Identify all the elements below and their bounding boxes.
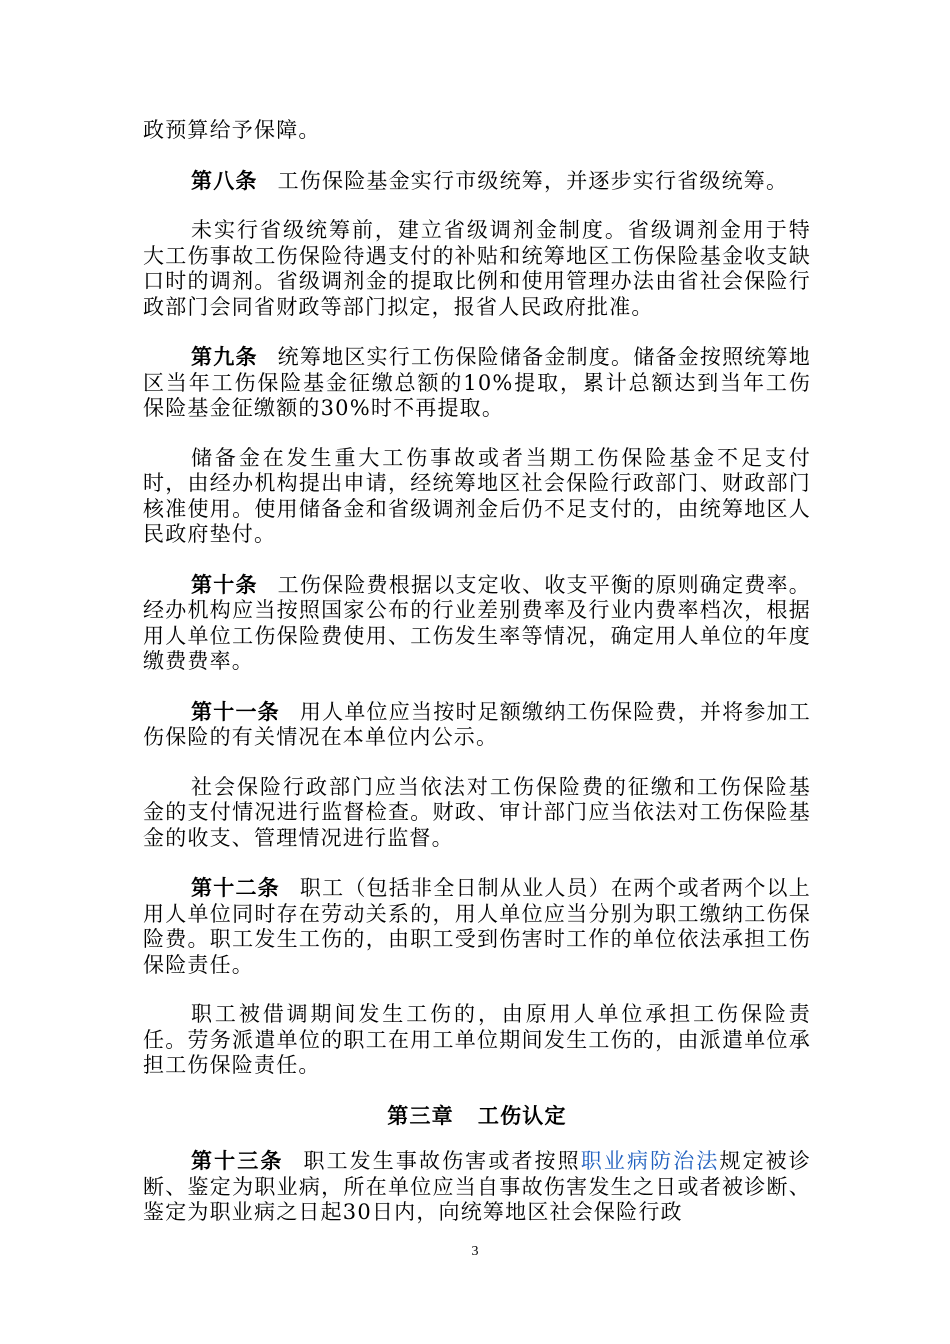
article-text: 统筹地区实行工伤保险储备金制度。储备金按照统筹地区当年工伤保险基金征缴总额的10%提取，累计总额达到当年工伤保险基金征缴额的30%时不再提取。 — [143, 345, 811, 420]
article-8 — [143, 168, 811, 195]
document-body — [143, 118, 811, 1250]
paragraph-provincial-fund — [143, 218, 811, 320]
article-12 — [143, 875, 811, 978]
article-label: 第八条 — [191, 167, 258, 193]
paragraph-text: 政预算给予保障。 — [143, 118, 321, 142]
page-number: 3 — [471, 1244, 479, 1259]
article-label: 第十二条 — [191, 875, 280, 900]
article-text-after-link: 规定被诊断、鉴定为职业病，所在单位应当自事故伤害发生之日或者被诊断、鉴定为职业病之日起30日内，向统筹地区社会保险行政 — [143, 1149, 811, 1224]
article-label: 第十条 — [191, 571, 258, 597]
article-label: 第九条 — [191, 344, 258, 369]
article-text: 工伤保险基金实行市级统筹，并逐步实行省级统筹。 — [277, 168, 789, 193]
paragraph-text: 未实行省级统筹前，建立省级调剂金制度。省级调剂金用于特大工伤事故工伤保险待遇支付的补贴和统筹地区工伤保险基金收支缺口时的调剂。省级调剂金的提取比例和使用管理办法由省社会保险行政部门会同省财政等部门拟定，报省人民政府批准。 — [143, 218, 811, 319]
article-text-before-link: 职工发生事故伤害或者按照 — [303, 1149, 581, 1173]
article-text: 职工（包括非全日制从业人员）在两个或者两个以上用人单位同时存在劳动关系的，用人单位应当分别为职工缴纳工伤保险费。职工发生工伤的，由职工受到伤害时工作的单位依法承担工伤保险责任。 — [143, 876, 811, 977]
article-label: 第十三条 — [191, 1148, 284, 1173]
chapter-heading — [143, 1103, 811, 1129]
paragraph-reserve-fund — [143, 446, 811, 548]
chapter-number: 第三章 — [387, 1102, 454, 1128]
article-text: 用人单位应当按时足额缴纳工伤保险费，并将参加工伤保险的有关情况在本单位内公示。 — [143, 699, 811, 749]
occupational-disease-law-link[interactable]: 职业病防治法 — [580, 1149, 720, 1173]
article-text: 工伤保险费根据以支定收、收支平衡的原则确定费率。经办机构应当按照国家公布的行业差别费率及行业内费率档次，根据用人单位工伤保险费使用、工伤发生率等情况，确定用人单位的年度缴费费率。 — [143, 572, 811, 673]
article-9 — [143, 344, 811, 422]
chapter-title: 工伤认定 — [477, 1102, 567, 1128]
paragraph-text: 社会保险行政部门应当依法对工伤保险费的征缴和工伤保险基金的支付情况进行监督检查。财政、审计部门应当依法对工伤保险基金的收支、管理情况进行监督。 — [143, 774, 811, 850]
paragraph-supervision — [143, 775, 811, 852]
paragraph-text: 储备金在发生重大工伤事故或者当期工伤保险基金不足支付时，由经办机构提出申请，经统筹地区社会保险行政部门、财政部门核准使用。使用储备金和省级调剂金后仍不足支付的，由统筹地区人民政府垫付。 — [143, 445, 811, 546]
article-label: 第十一条 — [191, 698, 280, 724]
paragraph-continuation — [143, 118, 811, 144]
paragraph-seconded-workers — [143, 1002, 811, 1079]
paragraph-text: 职工被借调期间发生工伤的，由原用人单位承担工伤保险责任。劳务派遣单位的职工在用工单位期间发生工伤的，由派遣单位承担工伤保险责任。 — [143, 1002, 811, 1077]
article-13 — [143, 1148, 811, 1226]
article-10 — [143, 572, 811, 675]
article-11 — [143, 699, 811, 751]
